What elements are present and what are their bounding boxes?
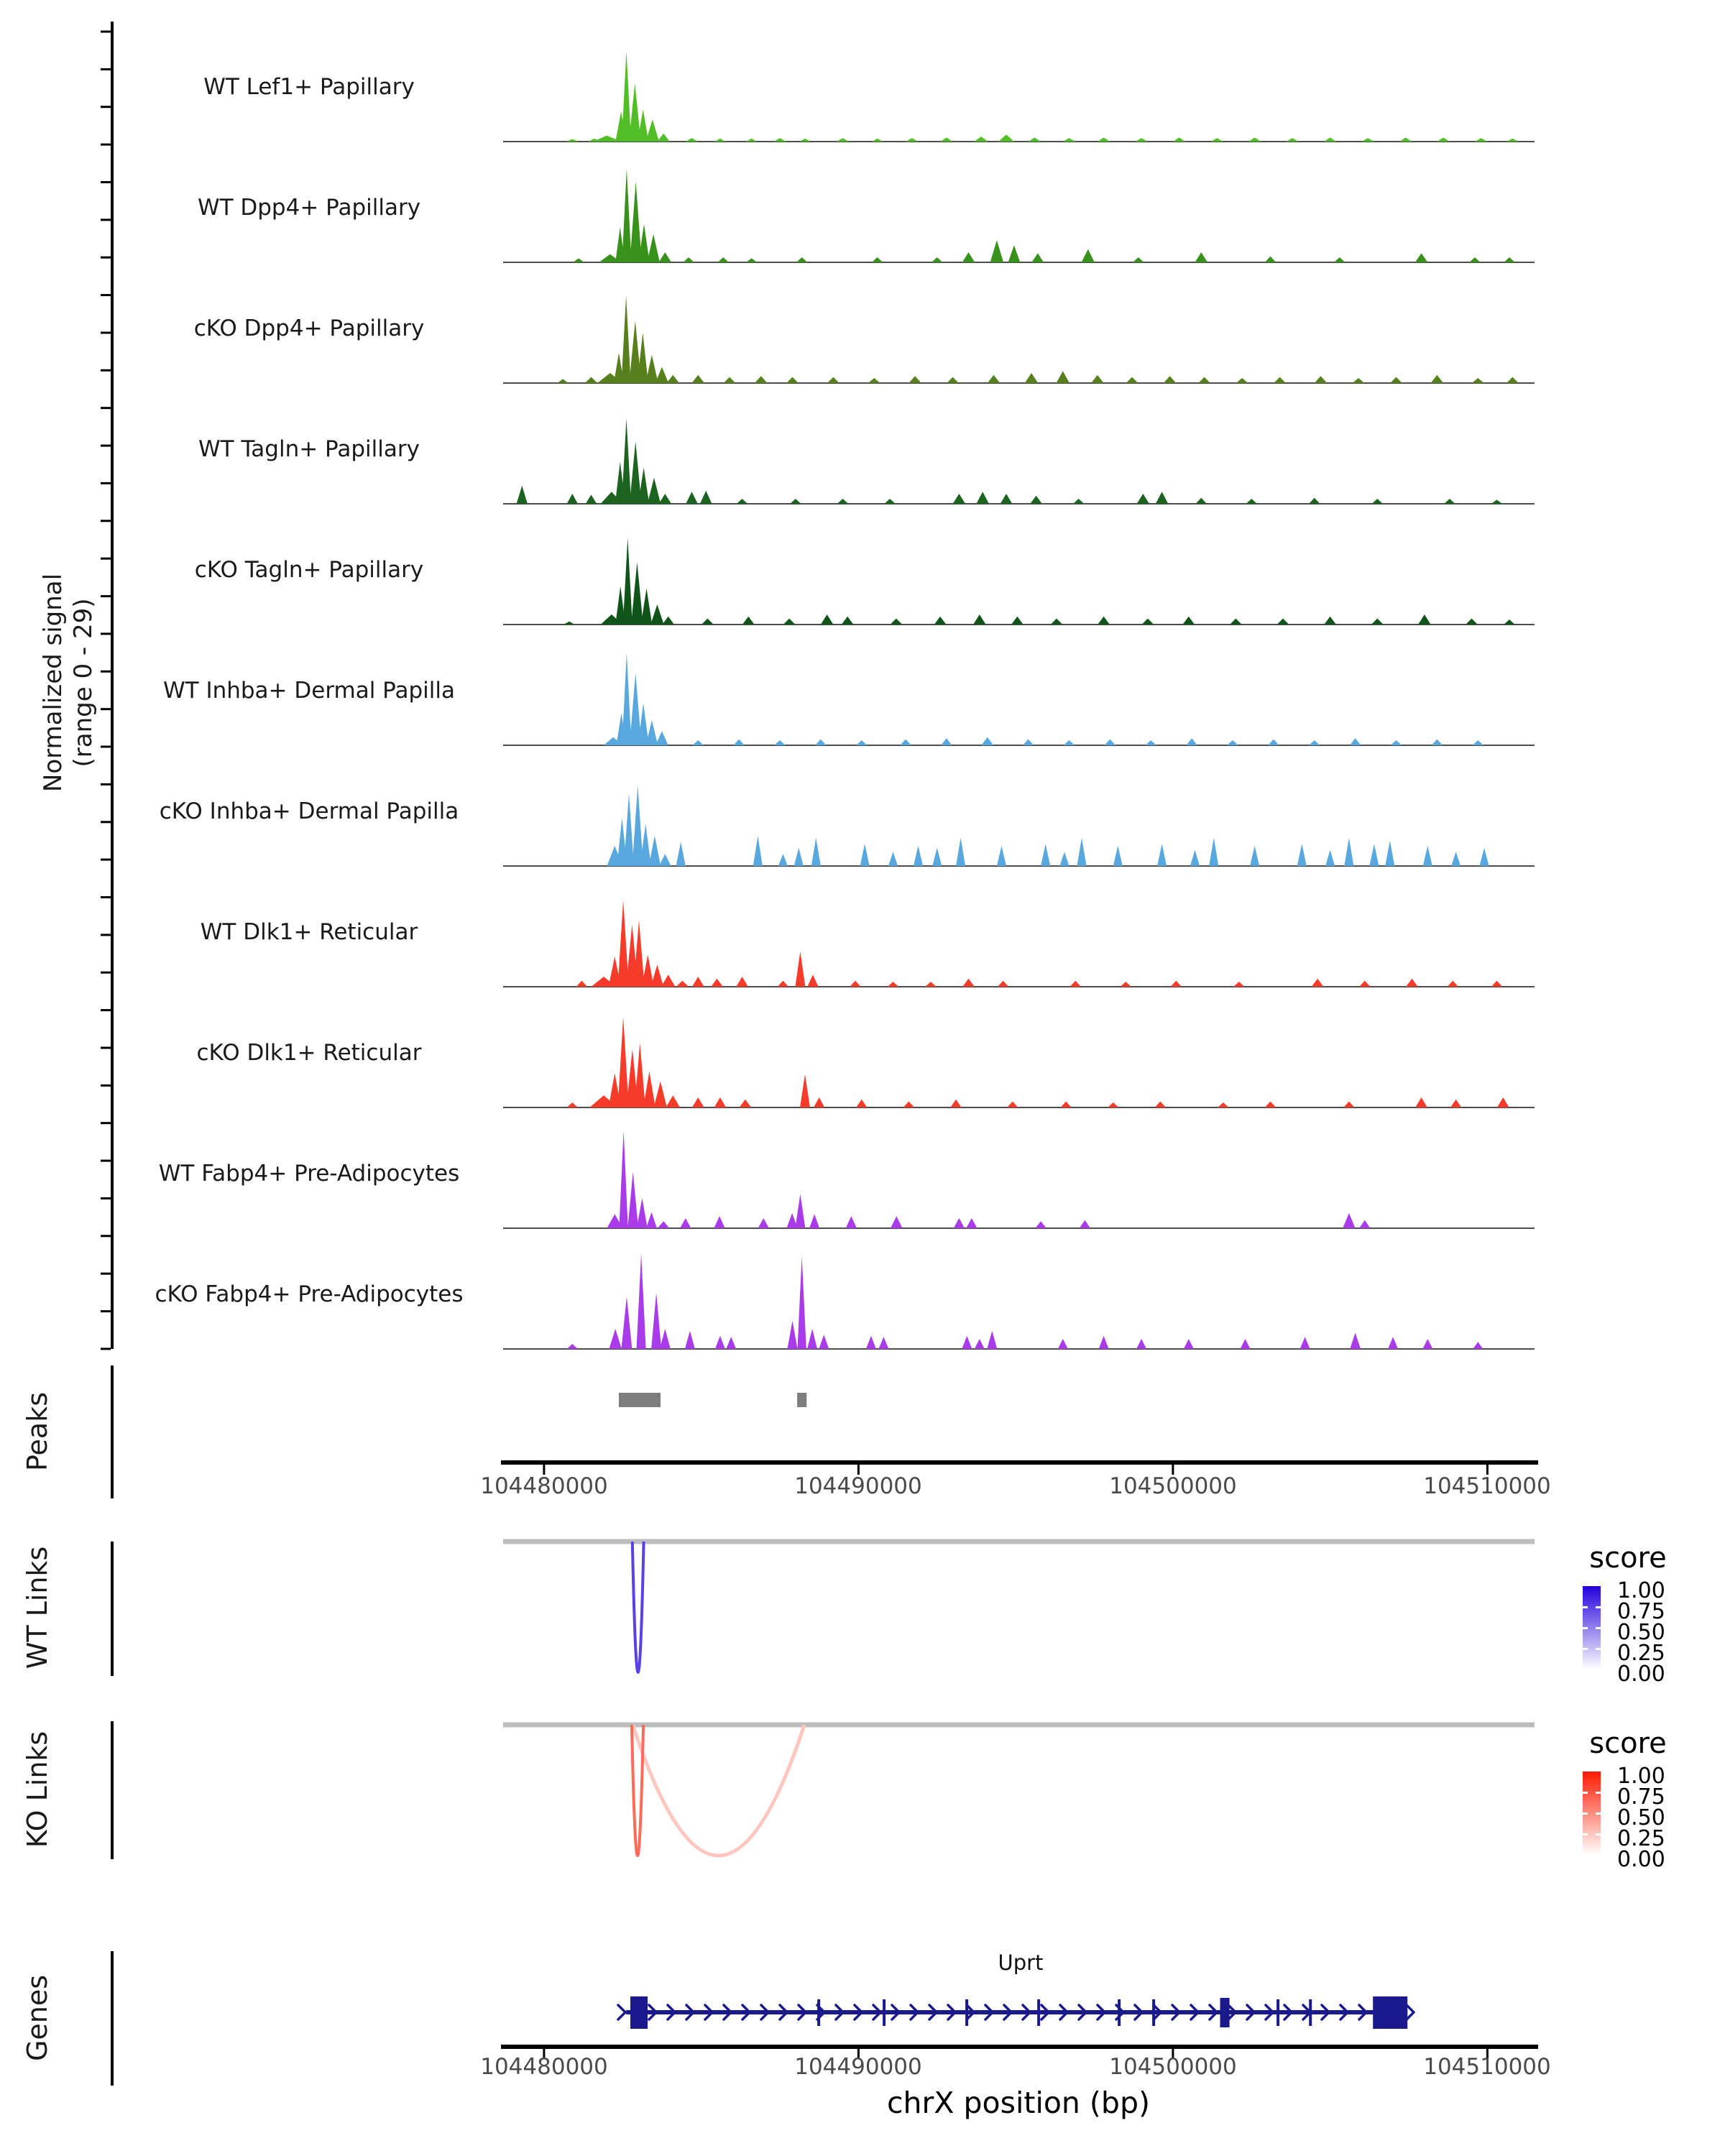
wt-legend-tick: 0.75 — [1617, 1599, 1665, 1624]
ko-legend-gradient-bar — [1583, 1772, 1601, 1855]
track-label-wt-dpp4: WT Dpp4+ Papillary — [197, 195, 421, 221]
wt-legend-tick: 0.25 — [1617, 1641, 1665, 1666]
legend-bar-tick — [1583, 1833, 1588, 1835]
ko-links-track — [503, 1725, 1535, 1856]
x-tick-label-bottom-3: 104500000 — [1109, 2054, 1237, 2080]
signal-track-5 — [503, 653, 1535, 745]
x-tick-label-bottom-4: 104510000 — [1423, 2054, 1551, 2080]
ko-legend-tick: 1.00 — [1617, 1764, 1665, 1789]
wt-legend-tick: 1.00 — [1617, 1578, 1665, 1603]
track-label-cko-tagln: cKO Tagln+ Papillary — [194, 557, 424, 583]
signal-track-9 — [503, 1130, 1535, 1228]
signal-y-spine — [101, 22, 114, 1349]
y-axis-label-line2: (range 0 - 29) — [69, 598, 98, 768]
track-label-wt-fabp4: WT Fabp4+ Pre-Adipocytes — [158, 1161, 460, 1187]
x-tick-label-4: 104510000 — [1423, 1473, 1551, 1499]
legend-bar-tick — [1596, 1606, 1601, 1608]
peaks-section-label: Peaks — [22, 1391, 53, 1472]
track-label-wt-inhba: WT Inhba+ Dermal Papilla — [163, 678, 455, 704]
legend-bar-tick — [1596, 1648, 1601, 1650]
track-label-cko-dpp4: cKO Dpp4+ Papillary — [193, 315, 425, 341]
wt-legend-ticks — [1617, 1580, 1665, 1685]
y-axis-label — [38, 573, 98, 792]
ko-links-score-legend — [1574, 1727, 1725, 1872]
genome-axis-1 — [501, 1460, 1538, 1475]
wt-links-score-legend — [1574, 1542, 1725, 1687]
x-tick-label-1: 104480000 — [480, 1473, 608, 1499]
x-axis-title: chrX position (bp) — [887, 2086, 1150, 2120]
legend-bar-tick — [1583, 1627, 1588, 1629]
signal-track-10 — [503, 1253, 1535, 1349]
wt-legend-title: score — [1589, 1542, 1667, 1575]
ko-legend-tick: 0.50 — [1617, 1805, 1665, 1830]
track-label-wt-lef1: WT Lef1+ Papillary — [203, 74, 415, 100]
track-label-cko-dlk1: cKO Dlk1+ Reticular — [196, 1040, 422, 1066]
legend-bar-tick — [1583, 1606, 1588, 1608]
ko-links-section-label: KO Links — [22, 1731, 53, 1848]
wt-links-section-label: WT Links — [22, 1546, 53, 1669]
track-labels — [115, 22, 503, 1350]
wt-links-track — [503, 1542, 1535, 1672]
signal-track-3 — [503, 418, 1535, 504]
legend-bar-tick — [1596, 1812, 1601, 1815]
legend-bar-tick — [1596, 1627, 1601, 1629]
gene-name-label: Uprt — [998, 1950, 1044, 1975]
legend-bar-tick — [1583, 1812, 1588, 1815]
signal-track-0 — [503, 51, 1535, 142]
signal-track-4 — [503, 538, 1535, 625]
x-tick-label-bottom-2: 104490000 — [794, 2054, 922, 2080]
wt-links-spine — [111, 1542, 114, 1676]
wt-legend-tick: 0.50 — [1617, 1620, 1665, 1645]
ko-legend-ticks — [1617, 1766, 1665, 1870]
legend-bar-tick — [1596, 1833, 1601, 1835]
signal-track-6 — [503, 786, 1535, 866]
peaks-track — [619, 1393, 806, 1407]
ko-legend-tick: 0.25 — [1617, 1826, 1665, 1851]
ko-legend-title: score — [1589, 1727, 1667, 1760]
legend-bar-tick — [1583, 1792, 1588, 1794]
signal-track-8 — [503, 1017, 1535, 1107]
signal-track-7 — [503, 900, 1535, 987]
signal-track-2 — [503, 295, 1535, 383]
ko-legend-tick: 0.00 — [1617, 1847, 1665, 1872]
genes-section-label: Genes — [22, 1974, 53, 2062]
ko-legend-tick: 0.75 — [1617, 1784, 1665, 1810]
ko-links-spine — [111, 1721, 114, 1859]
y-axis-label-line1: Normalized signal — [39, 573, 68, 793]
x-tick-label-3: 104500000 — [1109, 1473, 1237, 1499]
gene-model-uprt — [618, 1996, 1414, 2029]
x-tick-label-bottom-1: 104480000 — [480, 2054, 608, 2080]
genes-spine — [111, 1951, 114, 2086]
wt-legend-tick: 0.00 — [1617, 1662, 1665, 1687]
signal-track-1 — [503, 169, 1535, 262]
x-tick-label-2: 104490000 — [794, 1473, 922, 1499]
wt-legend-gradient-bar — [1583, 1586, 1601, 1669]
track-label-cko-inhba: cKO Inhba+ Dermal Papilla — [159, 798, 459, 824]
track-label-wt-dlk1: WT Dlk1+ Reticular — [200, 919, 418, 945]
legend-bar-tick — [1583, 1648, 1588, 1650]
peaks-spine — [111, 1365, 114, 1498]
track-label-cko-fabp4: cKO Fabp4+ Pre-Adipocytes — [155, 1281, 464, 1307]
track-label-wt-tagln: WT Tagln+ Papillary — [198, 436, 420, 462]
legend-bar-tick — [1596, 1792, 1601, 1794]
